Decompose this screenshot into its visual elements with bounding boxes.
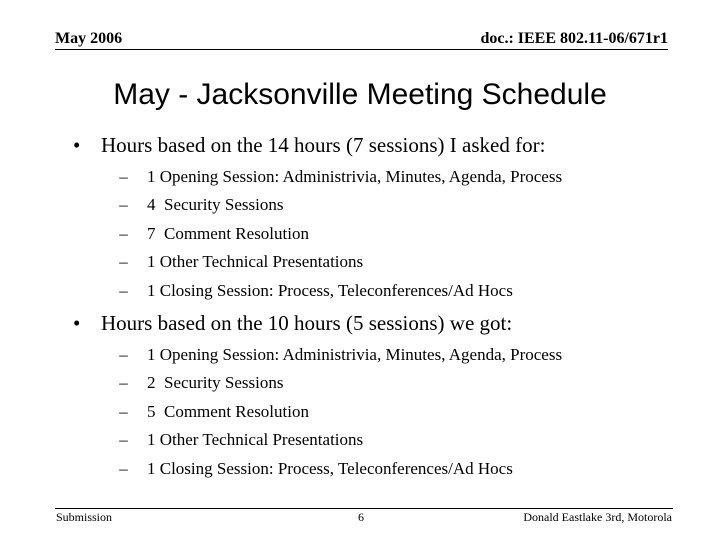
list-item: – 1 Closing Session: Process, Teleconferences/Ad Hocs	[100, 459, 513, 479]
bullet-section-2	[73, 311, 512, 336]
bullet-dot: •	[73, 311, 81, 335]
header-date: May 2006	[55, 30, 123, 47]
footer-submission: Submission	[56, 510, 113, 524]
page-number: 6	[358, 510, 364, 524]
dash-marker: –	[119, 252, 128, 271]
dash-marker: –	[119, 373, 128, 392]
dash-marker: –	[119, 430, 128, 449]
footer-divider	[55, 508, 673, 509]
list-item: – 1 Opening Session: Administrivia, Minutes, Agenda, Process	[100, 345, 562, 365]
list-item: – 1 Other Technical Presentations	[100, 252, 363, 272]
list-item: – 1 Other Technical Presentations	[100, 430, 363, 450]
dash-marker: –	[119, 281, 128, 300]
dash-marker: –	[119, 224, 128, 243]
dash-marker: –	[119, 402, 128, 421]
list-item: – 1 Closing Session: Process, Teleconferences/Ad Hocs	[100, 281, 513, 301]
slide-title: May - Jacksonville Meeting Schedule	[113, 78, 607, 111]
dash-marker: –	[119, 167, 128, 186]
bullet-section-1	[73, 133, 545, 158]
list-item: – 4 Security Sessions	[100, 195, 283, 215]
list-item: – 2 Security Sessions	[100, 373, 283, 393]
bullet-text: Hours based on the 10 hours (5 sessions) we got:	[101, 311, 513, 335]
list-item: – 7 Comment Resolution	[100, 224, 309, 244]
bullet-text: Hours based on the 14 hours (7 sessions) I asked for:	[101, 133, 546, 157]
bullet-dot: •	[73, 133, 81, 157]
dash-marker: –	[119, 459, 128, 478]
list-item: – 1 Opening Session: Administrivia, Minutes, Agenda, Process	[100, 167, 562, 187]
dash-marker: –	[119, 345, 128, 364]
footer-author: Donald Eastlake 3rd, Motorola	[523, 510, 672, 524]
header-divider	[55, 49, 668, 50]
list-item: – 5 Comment Resolution	[100, 402, 309, 422]
header-doc-id: doc.: IEEE 802.11-06/671r1	[480, 30, 668, 47]
dash-marker: –	[119, 195, 128, 214]
